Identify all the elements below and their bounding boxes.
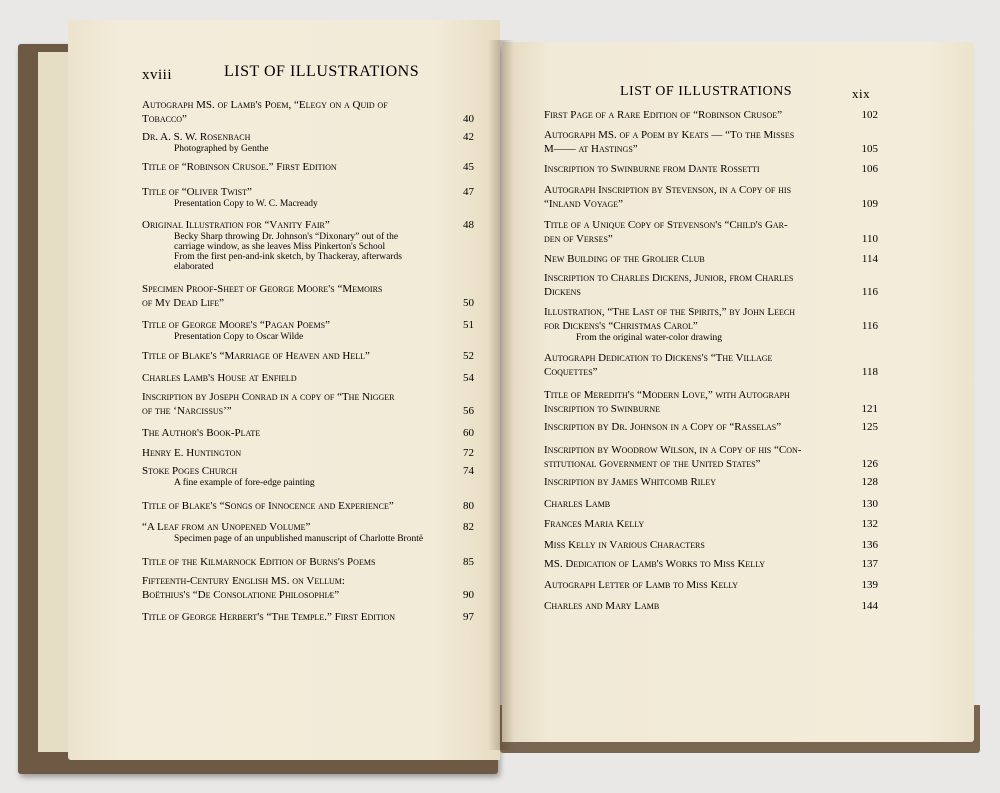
entry-title: Inscription by Woodrow Wilson, in a Copy of his “Con-	[544, 444, 802, 456]
illustration-entry	[544, 305, 878, 333]
illustration-entry	[544, 128, 878, 156]
entry-title-continued: Tobacco”	[142, 113, 187, 125]
entry-page-number: 54	[463, 372, 474, 384]
entry-page-number: 106	[861, 163, 878, 175]
entry-caption: A fine example of fore-edge painting	[174, 478, 315, 488]
entry-page-number: 74	[463, 465, 474, 477]
illustration-entry	[544, 443, 878, 471]
entry-title: Charles and Mary Lamb	[544, 600, 660, 612]
entry-title: Title of George Moore's “Pagan Poems”	[142, 319, 330, 331]
entry-page-number: 139	[861, 579, 878, 591]
right-page-number: xix	[852, 86, 871, 101]
entry-caption: From the first pen-and-ink sketch, by Thackeray, afterwards	[174, 252, 402, 262]
left-page-number: xviii	[142, 67, 173, 83]
illustration-entry	[142, 98, 474, 126]
illustration-entry	[544, 557, 878, 571]
illustration-entry	[544, 183, 878, 211]
left-page-header: LIST OF ILLUSTRATIONS	[224, 63, 420, 80]
entry-title: Title of “Oliver Twist”	[142, 186, 252, 198]
entry-title-continued: M—— at Hastings”	[544, 143, 638, 155]
entry-page-number: 102	[861, 109, 878, 121]
entry-title: Autograph Letter of Lamb to Miss Kelly	[544, 579, 739, 591]
entry-title: Stoke Poges Church	[142, 465, 238, 477]
entry-title-continued: Inscription to Swinburne	[544, 403, 661, 415]
entry-page-number: 42	[463, 131, 474, 143]
illustration-entry	[544, 271, 878, 299]
illustration-entry	[544, 475, 878, 489]
entry-page-number: 130	[861, 498, 878, 510]
entry-page-number: 56	[463, 405, 474, 417]
entry-caption: Specimen page of an unpublished manuscript of Charlotte Brontë	[174, 534, 424, 544]
illustration-entry	[142, 349, 474, 363]
entry-title: Specimen Proof-Sheet of George Moore's “Memoirs	[142, 283, 383, 295]
entry-caption: carriage window, as she leaves Miss Pinkerton's School	[174, 242, 386, 252]
entry-page-number: 105	[861, 143, 878, 155]
entry-title: Inscription by Dr. Johnson in a Copy of “Rasselas”	[544, 421, 782, 433]
entry-page-number: 51	[463, 319, 474, 331]
entry-page-number: 85	[463, 556, 474, 568]
entry-page-number: 132	[861, 518, 878, 530]
entry-page-number: 52	[463, 350, 474, 362]
illustration-entry	[544, 388, 878, 416]
illustration-entry	[544, 218, 878, 246]
entry-title: Autograph Inscription by Stevenson, in a Copy of his	[544, 184, 792, 196]
illustration-entry	[142, 520, 474, 534]
entry-title-continued: of the ‘Narcissus’”	[142, 405, 232, 417]
entry-title: Title of “Robinson Crusoe.” First Edition	[142, 161, 337, 173]
illustration-entry	[142, 318, 474, 332]
illustration-entry	[142, 185, 474, 199]
right-page-header: LIST OF ILLUSTRATIONS	[620, 84, 793, 99]
entry-title: Inscription by James Whitcomb Riley	[544, 476, 717, 488]
entry-title-continued: den of Verses”	[544, 233, 613, 245]
entry-title: Charles Lamb's House at Enfield	[142, 372, 297, 384]
entry-title: Fifteenth-Century English MS. on Vellum:	[142, 575, 345, 587]
entry-title: Henry E. Huntington	[142, 447, 242, 459]
illustration-entry	[544, 599, 878, 613]
illustration-entry	[142, 426, 474, 440]
entry-title-continued: for Dickens's “Christmas Carol”	[544, 320, 698, 332]
illustration-entry	[142, 282, 474, 310]
entry-title: New Building of the Grolier Club	[544, 253, 705, 265]
entry-title: Title of Blake's “Marriage of Heaven and Hell”	[142, 350, 370, 362]
entry-title: Autograph MS. of a Poem by Keats — “To the Misses	[544, 129, 795, 141]
entry-page-number: 128	[861, 476, 878, 488]
illustration-entry	[544, 497, 878, 511]
entry-page-number: 125	[861, 421, 878, 433]
entry-title-continued: of My Dead Life”	[142, 297, 225, 309]
illustration-entry	[142, 371, 474, 385]
entry-title: Title of the Kilmarnock Edition of Burns's Poems	[142, 556, 376, 568]
entry-title: Autograph Dedication to Dickens's “The Village	[544, 352, 773, 364]
entry-title: Autograph MS. of Lamb's Poem, “Elegy on a Quid of	[142, 99, 388, 111]
entry-page-number: 80	[463, 500, 474, 512]
entry-title-continued: Coquettes”	[544, 366, 598, 378]
illustration-entry	[544, 162, 878, 176]
illustration-entry	[142, 610, 474, 624]
illustration-entry	[142, 574, 474, 602]
entry-caption: Presentation Copy to W. C. Macready	[174, 199, 318, 209]
illustration-entry	[544, 420, 878, 434]
illustration-entry	[544, 578, 878, 592]
entry-title-continued: “Inland Voyage”	[544, 198, 624, 210]
entry-page-number: 114	[861, 253, 878, 265]
entry-page-number: 45	[463, 161, 474, 173]
illustration-entry	[544, 517, 878, 531]
entry-page-number: 82	[463, 521, 474, 533]
entry-page-number: 90	[463, 589, 474, 601]
entry-page-number: 48	[463, 219, 474, 231]
entry-title: “A Leaf from an Unopened Volume”	[142, 521, 311, 533]
entry-page-number: 110	[861, 233, 878, 245]
entry-page-number: 47	[463, 186, 474, 198]
entry-title: Title of a Unique Copy of Stevenson's “Child's Gar-	[544, 219, 788, 231]
entry-title: MS. Dedication of Lamb's Works to Miss Kelly	[544, 558, 766, 570]
entry-title-continued: stitutional Government of the United States”	[544, 458, 761, 470]
entry-page-number: 60	[463, 427, 474, 439]
illustration-entry	[142, 555, 474, 569]
entry-page-number: 137	[861, 558, 878, 570]
entry-title: Miss Kelly in Various Characters	[544, 539, 705, 551]
entry-title-continued: Dickens	[544, 286, 581, 298]
entry-page-number: 40	[463, 113, 474, 125]
entry-page-number: 97	[463, 611, 474, 623]
entry-title: Charles Lamb	[544, 498, 611, 510]
entry-title: Title of Meredith's “Modern Love,” with Autograph	[544, 389, 790, 401]
entry-title-continued: Boëthius's “De Consolatione Philosophiæ”	[142, 589, 340, 601]
entry-page-number: 50	[463, 297, 474, 309]
illustration-entry	[544, 252, 878, 266]
entry-caption: From the original water-color drawing	[576, 333, 722, 343]
entry-page-number: 116	[861, 320, 878, 332]
entry-title: Title of Blake's “Songs of Innocence and Experience”	[142, 500, 394, 512]
entry-title: Title of George Herbert's “The Temple.” First Edition	[142, 611, 396, 623]
entry-page-number: 144	[861, 600, 878, 612]
entry-title: Inscription by Joseph Conrad in a copy of “The Nigger	[142, 391, 395, 403]
entry-caption: elaborated	[174, 262, 214, 272]
entry-page-number: 118	[861, 366, 878, 378]
entry-caption: Presentation Copy to Oscar Wilde	[174, 332, 304, 342]
illustration-entry	[142, 499, 474, 513]
entry-caption: Becky Sharp throwing Dr. Johnson's “Dixonary” out of the	[174, 232, 399, 242]
illustration-entry	[142, 464, 474, 478]
entry-title: The Author's Book-Plate	[142, 427, 261, 439]
entry-page-number: 109	[861, 198, 878, 210]
illustration-entry	[142, 446, 474, 460]
illustration-entry	[544, 538, 878, 552]
entry-page-number: 126	[861, 458, 878, 470]
entry-title: Original Illustration for “Vanity Fair”	[142, 219, 330, 231]
illustration-entry	[142, 218, 474, 232]
illustration-entry	[142, 160, 474, 174]
entry-title: Illustration, “The Last of the Spirits,” by John Leech	[544, 306, 796, 318]
illustration-entry	[142, 390, 474, 418]
entry-page-number: 121	[861, 403, 878, 415]
illustration-entry	[544, 108, 878, 122]
entry-page-number: 72	[463, 447, 474, 459]
illustration-entry	[544, 351, 878, 379]
illustration-entry	[142, 130, 474, 144]
entry-title: First Page of a Rare Edition of “Robinson Crusoe”	[544, 109, 783, 121]
entry-caption: Photographed by Genthe	[174, 144, 269, 154]
entry-title: Dr. A. S. W. Rosenbach	[142, 131, 251, 143]
entry-title: Inscription to Charles Dickens, Junior, from Charles	[544, 272, 794, 284]
entry-title: Frances Maria Kelly	[544, 518, 645, 530]
entry-page-number: 136	[861, 539, 878, 551]
entry-page-number: 116	[861, 286, 878, 298]
book-gutter	[488, 40, 514, 750]
entry-title: Inscription to Swinburne from Dante Rossetti	[544, 163, 760, 175]
